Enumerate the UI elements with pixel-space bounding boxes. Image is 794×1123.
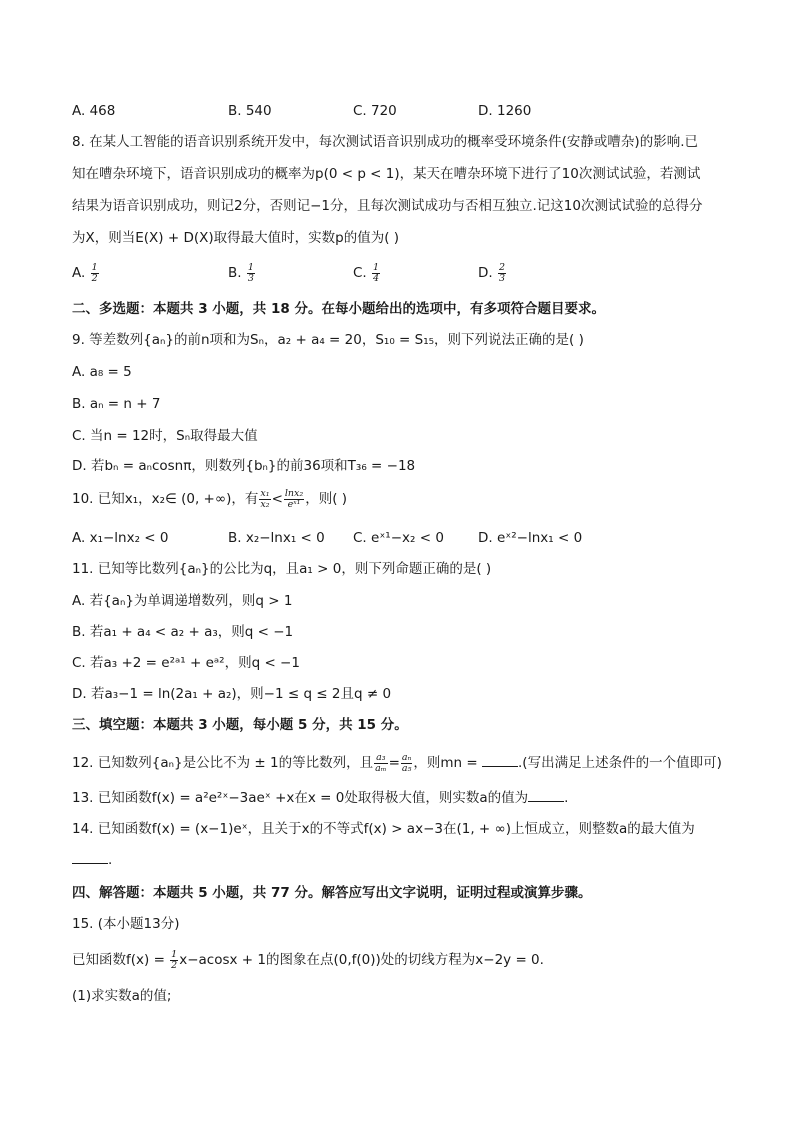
q8-option-d-fraction	[498, 263, 506, 284]
q15-part-1: (1)求实数a的值;	[72, 988, 172, 1004]
q12-stem	[72, 752, 722, 774]
q15-stem	[72, 949, 544, 971]
fraction-numerator: 1	[91, 261, 98, 273]
fraction-numerator: 1	[247, 261, 254, 273]
q8-option-c-label: C.	[353, 265, 367, 281]
q12-stem-mid: ，则mn =	[413, 755, 483, 771]
q12-answer-blank[interactable]	[482, 752, 518, 767]
q8-line-2: 知在嘈杂环境下，语音识别成功的概率为p(0 < p < 1)，某天在嘈杂环境下进行了10次测试试验，若测试	[72, 166, 701, 182]
q8-option-c-fraction	[372, 263, 380, 284]
q8-option-d-label: D.	[478, 265, 493, 281]
fraction-denominator: aₘ	[375, 762, 387, 774]
q8-option-a-label: A.	[72, 265, 86, 281]
q10-stem-prefix: 10. 已知x₁，x₂∈ (0, +∞)，有	[72, 491, 259, 507]
q7-option-a: A. 468	[72, 103, 116, 119]
fraction-denominator: a₅	[401, 762, 412, 774]
q8-option-a-fraction	[91, 263, 99, 284]
q13-stem-prefix: 13. 已知函数f(x) = a²e²ˣ−3aeˣ +x在x = 0处取得极大值，则实数a的值为	[72, 790, 529, 806]
fraction-denominator: 3	[498, 272, 506, 284]
q9-stem: 9. 等差数列{aₙ}的前n项和为Sₙ，a₂ + a₄ = 20，S₁₀ = S₁₅，则下列说法正确的是( )	[72, 332, 584, 348]
q15-heading: 15. (本小题13分)	[72, 916, 180, 932]
fraction-numerator: x₁	[260, 487, 270, 499]
q10-option-a: A. x₁−lnx₂ < 0	[72, 530, 169, 546]
q11-option-b: B. 若a₁ + a₄ < a₂ + a₃，则q < −1	[72, 624, 294, 640]
fraction-denominator: 3	[247, 272, 254, 284]
q15-fraction-one-half	[170, 950, 178, 971]
fraction-numerator: lnx₂	[284, 487, 304, 499]
fraction-denominator: 2	[91, 272, 98, 284]
q8-option-b	[228, 262, 256, 284]
q10-less-than: <	[271, 491, 283, 507]
q14-answer-blank[interactable]	[72, 849, 108, 864]
q8-line-1: 8. 在某人工智能的语音识别系统开发中，每次测试语音识别成功的概率受环境条件(安静或嘈杂)的影响.已	[72, 134, 698, 150]
q13-stem	[72, 787, 568, 809]
fraction-denominator: 4	[373, 272, 380, 284]
q14-stem: 14. 已知函数f(x) = (x−1)eˣ，且关于x的不等式f(x) > ax−3在(1, + ∞)上恒成立，则整数a的最大值为	[72, 821, 695, 837]
q8-option-a	[72, 262, 100, 284]
q10-stem	[72, 488, 347, 510]
q11-option-d: D. 若a₃−1 = ln(2a₁ + a₂)，则−1 ≤ q ≤ 2且q ≠ 0	[72, 686, 392, 702]
q11-option-c: C. 若a₃ +2 = e²ᵃ¹ + eᵃ²，则q < −1	[72, 655, 300, 671]
q10-stem-suffix: ，则( )	[305, 491, 348, 507]
q10-option-c: C. eˣ¹−x₂ < 0	[353, 530, 444, 546]
q8-option-c	[353, 262, 381, 284]
q8-option-d	[478, 262, 507, 284]
q12-fraction-a3-over-am	[374, 753, 388, 774]
q9-option-d: D. 若bₙ = aₙcosnπ，则数列{bₙ}的前36项和T₃₆ = −18	[72, 458, 416, 474]
q7-option-c: C. 720	[353, 103, 397, 119]
q7-option-d: D. 1260	[478, 103, 532, 119]
q10-fraction-x1-over-x2	[259, 489, 270, 510]
fraction-numerator: aₙ	[401, 751, 412, 763]
fraction-numerator: 2	[498, 261, 506, 273]
q9-option-b: B. aₙ = n + 7	[72, 396, 161, 412]
q9-option-a: A. a₈ = 5	[72, 364, 132, 380]
fraction-denominator: 2	[171, 959, 178, 971]
q15-stem-suffix: x−acosx + 1的图象在点(0,f(0))处的切线方程为x−2y = 0.	[179, 952, 544, 968]
q14-answer-line	[72, 849, 112, 871]
fraction-denominator: x₂	[260, 498, 270, 510]
q13-answer-blank[interactable]	[528, 787, 564, 802]
q12-fraction-an-over-a5	[401, 753, 413, 774]
section-2-heading: 二、多选题：本题共 3 小题，共 18 分。在每小题给出的选项中，有多项符合题目要求。	[72, 301, 605, 317]
q12-stem-prefix: 12. 已知数列{aₙ}是公比不为 ± 1的等比数列，且	[72, 755, 374, 771]
q10-option-d: D. eˣ²−lnx₁ < 0	[478, 530, 583, 546]
q12-equals: =	[388, 755, 400, 771]
section-3-heading: 三、填空题：本题共 3 小题，每小题 5 分，共 15 分。	[72, 717, 408, 733]
q8-line-4: 为X，则当E(X) + D(X)取得最大值时，实数p的值为( )	[72, 230, 400, 246]
q8-line-3: 结果为语音识别成功，则记2分，否则记−1分，且每次测试成功与否相互独立.记这10次测试试验的总得分	[72, 198, 703, 214]
fraction-numerator: a₃	[374, 753, 388, 764]
q7-option-b: B. 540	[228, 103, 272, 119]
q15-stem-prefix: 已知函数f(x) =	[72, 952, 170, 968]
q12-stem-suffix: .(写出满足上述条件的一个值即可)	[518, 755, 722, 771]
q9-option-c: C. 当n = 12时，Sₙ取得最大值	[72, 428, 258, 444]
q11-option-a: A. 若{aₙ}为单调递增数列，则q > 1	[72, 593, 293, 609]
fraction-numerator: 1	[373, 261, 380, 273]
section-4-heading: 四、解答题：本题共 5 小题，共 77 分。解答应写出文字说明，证明过程或演算步骤。	[72, 885, 592, 901]
fraction-denominator: eˣ¹	[287, 498, 301, 510]
q13-stem-suffix: .	[564, 790, 569, 806]
q8-option-b-label: B.	[228, 265, 242, 281]
q10-fraction-lnx2-over-ex1	[284, 489, 304, 510]
q10-option-b: B. x₂−lnx₁ < 0	[228, 530, 325, 546]
q14-stem-suffix: .	[108, 852, 113, 868]
q11-stem: 11. 已知等比数列{aₙ}的公比为q，且a₁ > 0，则下列命题正确的是( )	[72, 561, 492, 577]
fraction-numerator: 1	[171, 948, 178, 960]
q8-option-b-fraction	[247, 263, 255, 284]
